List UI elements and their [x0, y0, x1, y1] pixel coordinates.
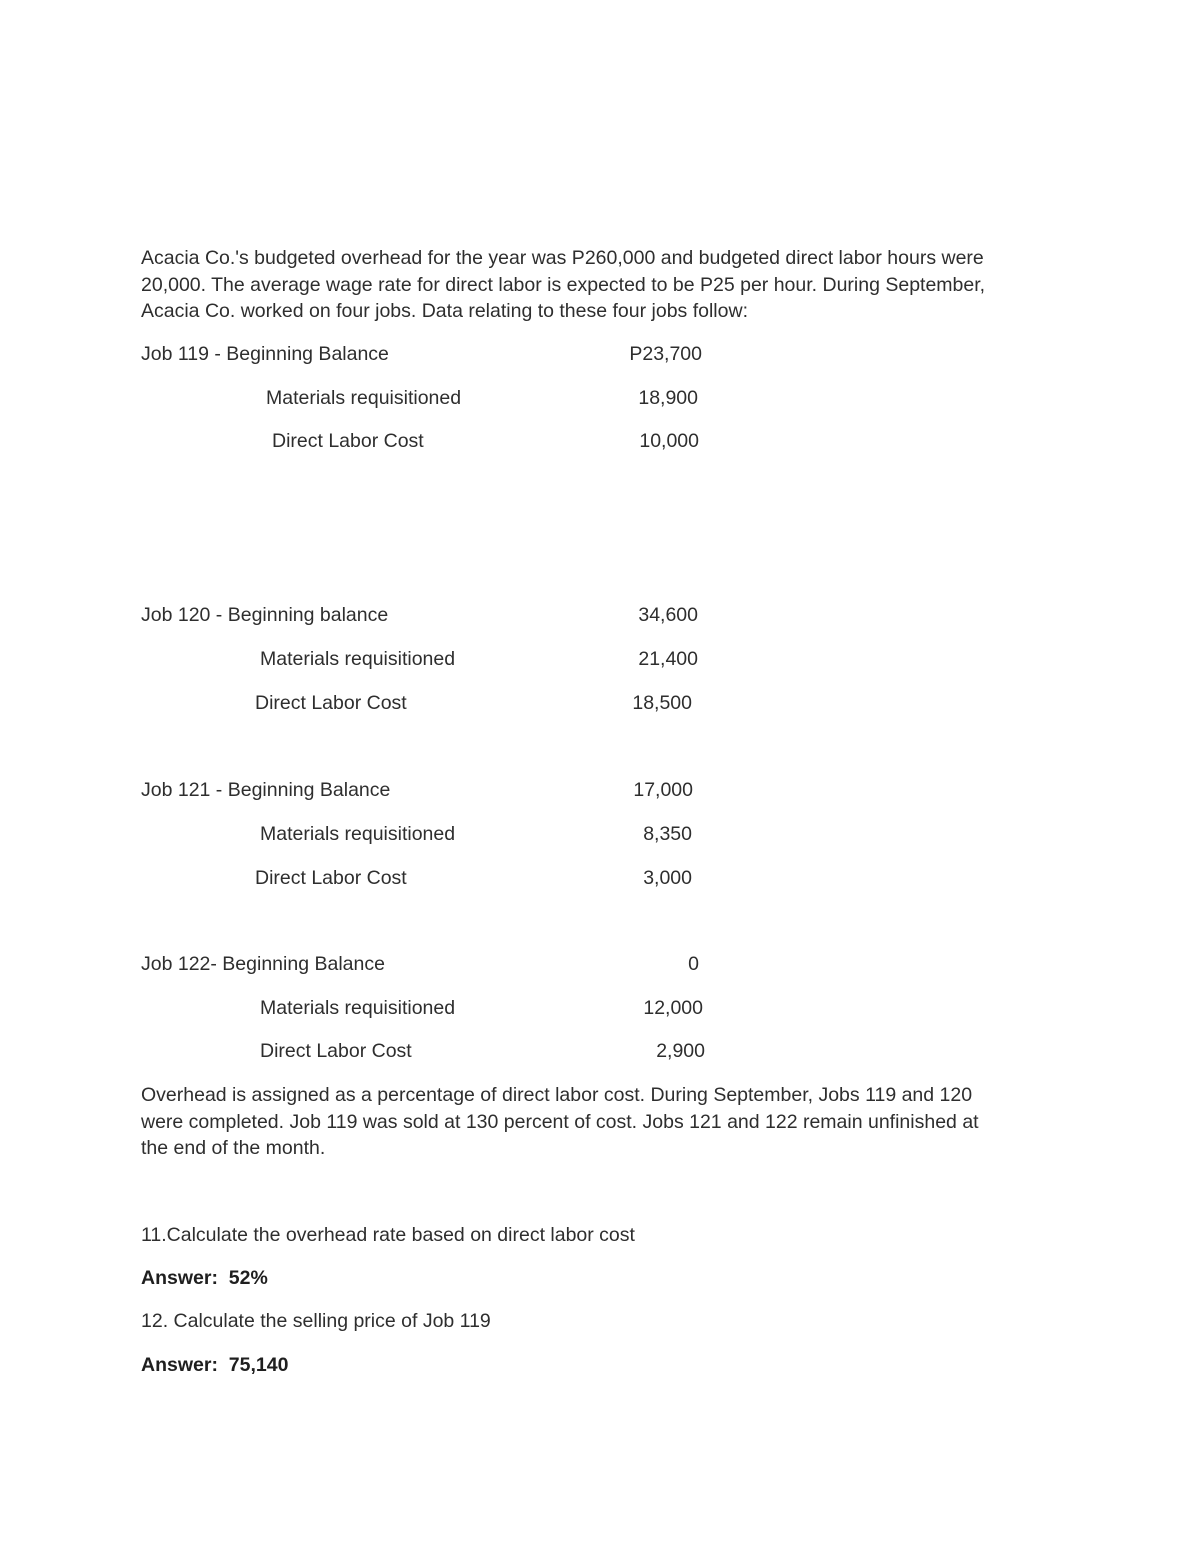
intro-paragraph: [141, 245, 1071, 325]
job-120-title: Job 120 - Beginning balance: [141, 604, 389, 626]
job-120-materials: 21,400: [638, 648, 698, 670]
answer-label: Answer:: [141, 1354, 218, 1376]
answer-value: 75,140: [228, 1354, 289, 1376]
answer-11: [141, 1265, 268, 1291]
job-119-title: Job 119 - Beginning Balance: [141, 343, 389, 365]
job-119-beginning: P23,700: [629, 343, 702, 365]
job-121-labor: 3,000: [643, 867, 692, 889]
intro-line: Acacia Co.'s budgeted overhead for the year was P260,000 and budgeted direct labor hours were: [141, 247, 984, 269]
job-121-title: Job 121 - Beginning Balance: [141, 779, 391, 801]
closing-line: Overhead is assigned as a percentage of direct labor cost. During September, Jobs 119 and 120: [141, 1084, 973, 1106]
closing-line: were completed. Job 119 was sold at 130 percent of cost. Jobs 121 and 122 remain unfinished at: [141, 1110, 979, 1133]
job-122-labor: 2,900: [656, 1040, 705, 1062]
intro-line: 20,000. The average wage rate for direct labor is expected to be P25 per hour. During September,: [141, 273, 986, 296]
intro-line: Acacia Co. worked on four jobs. Data relating to these four jobs follow:: [141, 300, 748, 322]
answer-value: 52%: [228, 1267, 268, 1289]
job-119-labor-label: Direct Labor Cost: [272, 430, 424, 452]
answer-12: [141, 1352, 288, 1378]
job-122-materials: 12,000: [643, 997, 703, 1019]
job-119-materials-label: Materials requisitioned: [266, 387, 462, 409]
answer-label: Answer:: [141, 1267, 218, 1289]
job-119-materials: 18,900: [638, 387, 698, 409]
job-122-beginning: 0: [688, 953, 699, 975]
job-119-labor: 10,000: [639, 430, 699, 452]
job-121-materials: 8,350: [643, 823, 692, 845]
question-11: 11.Calculate the overhead rate based on direct labor cost: [141, 1224, 635, 1246]
job-121-materials-label: Materials requisitioned: [260, 823, 456, 845]
job-120-labor: 18,500: [632, 692, 692, 714]
closing-line: the end of the month.: [141, 1137, 326, 1159]
job-122-title: Job 122- Beginning Balance: [141, 953, 385, 975]
job-122-materials-label: Materials requisitioned: [260, 997, 456, 1019]
job-120-labor-label: Direct Labor Cost: [255, 692, 407, 714]
job-120-beginning: 34,600: [638, 604, 698, 626]
job-121-labor-label: Direct Labor Cost: [255, 867, 407, 889]
job-120-materials-label: Materials requisitioned: [260, 648, 456, 670]
closing-paragraph: [141, 1082, 1071, 1162]
job-121-beginning: 17,000: [633, 779, 693, 801]
question-12: 12. Calculate the selling price of Job 119: [141, 1310, 491, 1332]
job-122-labor-label: Direct Labor Cost: [260, 1040, 412, 1062]
